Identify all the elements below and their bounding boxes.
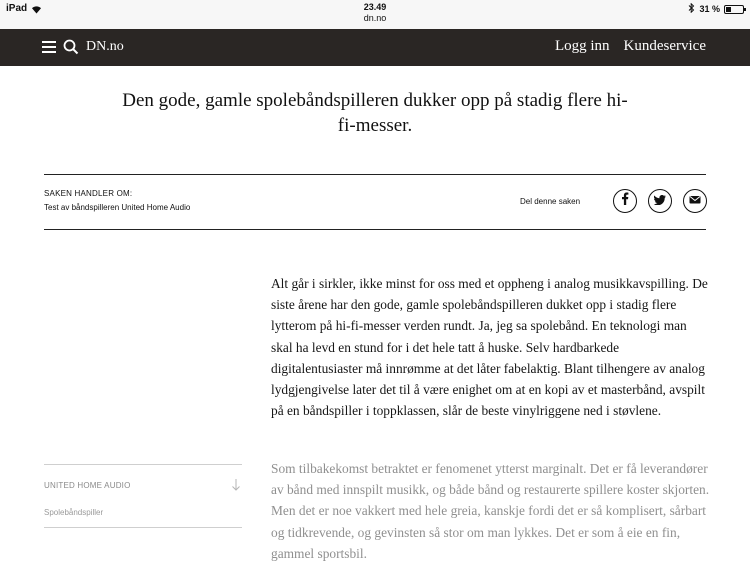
customer-service-link[interactable]: Kundeservice: [623, 38, 706, 54]
battery-percent: 31 %: [699, 4, 720, 14]
device-label: iPad: [6, 3, 28, 14]
sidebar-divider-bottom: [44, 527, 242, 528]
status-bar: [0, 0, 750, 29]
arrow-down-icon[interactable]: [231, 478, 241, 492]
search-icon[interactable]: [63, 39, 79, 55]
sidebar-divider-top: [44, 464, 242, 465]
topic-label: SAKEN HANDLER OM:: [44, 189, 133, 198]
site-logo[interactable]: DN.no: [86, 39, 124, 54]
divider-top: [44, 174, 706, 175]
menu-icon[interactable]: [42, 41, 56, 53]
login-link[interactable]: Logg inn: [554, 38, 610, 54]
status-right: [688, 3, 744, 15]
article-paragraph-faded: Som tilbakekomst betraktet er fenomenet ytterst marginalt. Det er få leverandører av bånd med innspilt musikk, og både bånd og restaurerte spillere koster skjorten. Men det er noe vakkert med hele greia, kanskje fordi det er så komplisert, sårbart og tidkrevende, og gevinsten så stor om man lykkes. Det er som å eie en fin, gammel sportsbil.: [271, 461, 710, 561]
site-header: [0, 29, 750, 66]
sidebar-topic-link[interactable]: UNITED HOME AUDIO: [44, 481, 131, 490]
sidebar-subtopic: Spolebåndspiller: [44, 508, 104, 517]
article-lead: Den gode, gamle spolebåndspilleren dukker opp på stadig flere hi-fi-messer.: [122, 90, 628, 136]
battery-level: [726, 7, 731, 12]
topic-value: Test av båndspilleren United Home Audio: [44, 203, 191, 212]
share-twitter-button[interactable]: [648, 189, 672, 213]
divider-bottom: [44, 229, 706, 230]
email-icon: [689, 192, 702, 210]
clock: 23.49: [363, 2, 387, 12]
header-nav: [555, 38, 706, 55]
share-facebook-button[interactable]: [613, 189, 637, 213]
share-label: Del denne saken: [520, 197, 581, 206]
address-bar[interactable]: dn.no: [363, 13, 387, 23]
share-email-button[interactable]: [683, 189, 707, 213]
twitter-icon: [654, 192, 666, 210]
facebook-icon: [621, 192, 629, 210]
battery-icon: [724, 5, 744, 14]
bluetooth-icon: [688, 3, 695, 15]
article-paragraph: Alt går i sirkler, ikke minst for oss med et oppheng i analog musikkavspilling. De siste årene har den gode, gamle spolebåndspilleren dukket opp i stadig flere lytterom på hi-fi-messer verden rundt. Ja, jeg sa spolebånd. En teknologi man skal ha levd en stund for i det hele tatt å huske. Selv hardbarkede digitalentusiaster må innrømme at det låter fabelaktig. Blant tilhengere av analog lydgjengivelse later det til å være enighet om at en kopi av et masterbånd, avspilt på en båndspiller i toppklassen, slår de beste vinylriggene ned i støvlene.: [271, 276, 708, 419]
status-center: [0, 2, 750, 24]
